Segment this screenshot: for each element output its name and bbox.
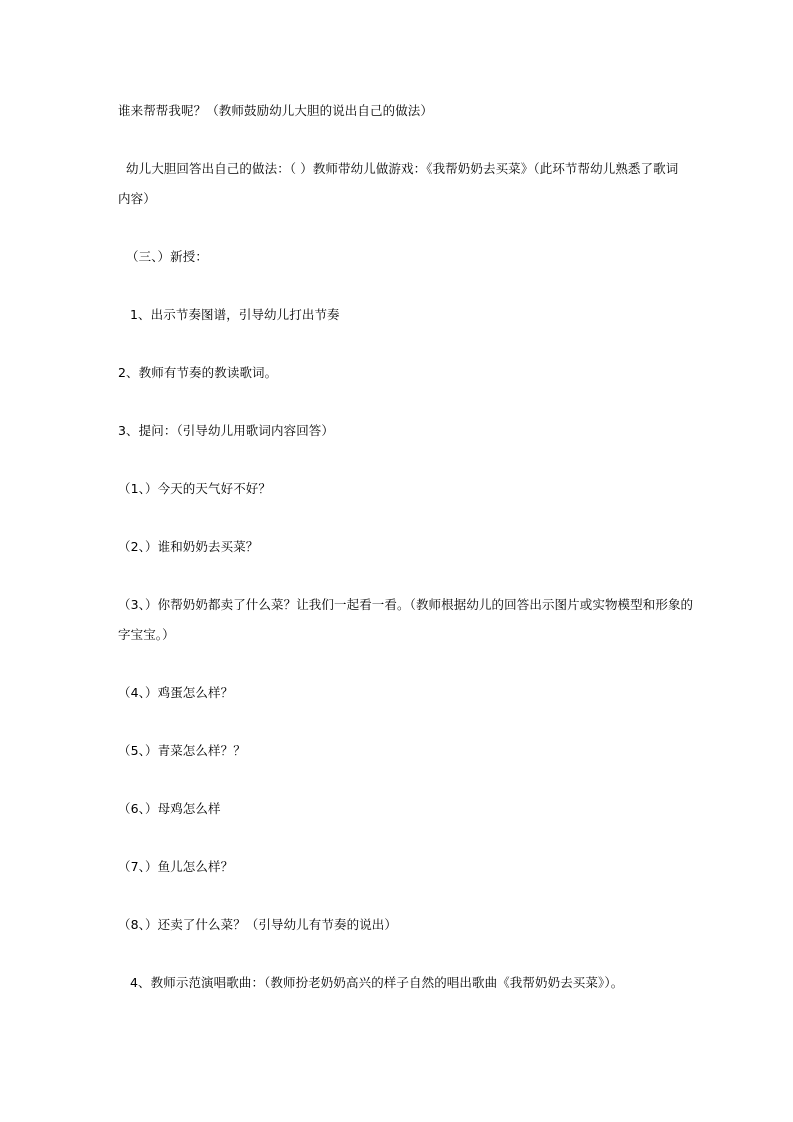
question-5: （5、）青菜怎么样？？ bbox=[118, 743, 246, 758]
question-3-cont: 字宝宝。） bbox=[118, 627, 175, 642]
paragraph-children-answer-cont: 内容） bbox=[118, 191, 156, 206]
question-3: （3、）你帮奶奶都卖了什么菜？让我们一起看一看。（教师根据幼儿的回答出示图片或实物模型和形象的 bbox=[118, 597, 694, 612]
paragraph-children-answer: 幼儿大胆回答出自己的做法：（ ）教师带幼儿做游戏：《我帮奶奶去买菜》（此环节帮幼儿熟悉了歌词 bbox=[126, 161, 679, 176]
question-8: （8、）还卖了什么菜？（引导幼儿有节奏的说出） bbox=[118, 917, 398, 932]
step-3: 3、提问：（引导幼儿用歌词内容回答） bbox=[118, 423, 335, 438]
question-2: （2、）谁和奶奶去买菜？ bbox=[118, 539, 259, 554]
question-1: （1、）今天的天气好不好？ bbox=[118, 481, 272, 496]
paragraph-intro-question: 谁来帮帮我呢？（教师鼓励幼儿大胆的说出自己的做法） bbox=[118, 103, 434, 118]
step-1: 1、出示节奏图谱，引导幼儿打出节奏 bbox=[130, 307, 340, 322]
question-7: （7、）鱼儿怎么样？ bbox=[118, 859, 234, 874]
section-heading-new-lesson: （三、）新授： bbox=[126, 249, 208, 264]
step-2: 2、教师有节奏的教读歌词。 bbox=[118, 365, 278, 380]
question-4: （4、）鸡蛋怎么样？ bbox=[118, 685, 234, 700]
step-4: 4、教师示范演唱歌曲：（教师扮老奶奶高兴的样子自然的唱出歌曲《我帮奶奶去买菜》）。 bbox=[130, 975, 624, 990]
question-6: （6、）母鸡怎么样 bbox=[118, 801, 221, 816]
